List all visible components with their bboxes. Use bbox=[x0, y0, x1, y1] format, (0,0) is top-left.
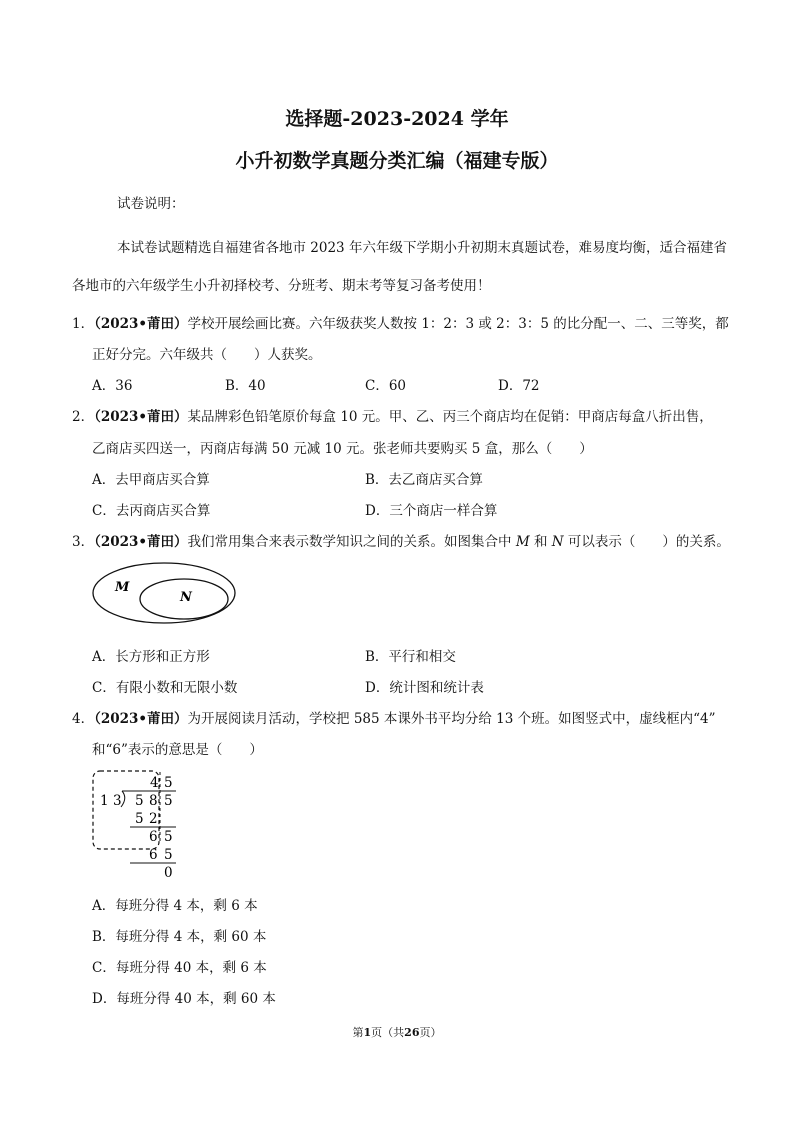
option-label: C． bbox=[92, 680, 116, 696]
option-text: 长方形和正方形 bbox=[115, 649, 210, 665]
option-d[interactable] bbox=[365, 676, 484, 696]
option-text: 三个商店一样合算 bbox=[389, 503, 498, 519]
variable-n: N bbox=[551, 534, 564, 550]
option-a[interactable] bbox=[92, 468, 210, 488]
option-c[interactable] bbox=[92, 676, 237, 696]
option-text: 36 bbox=[115, 378, 133, 394]
option-text: 每班分得 4 本，剩 60 本 bbox=[115, 929, 267, 945]
option-b[interactable] bbox=[92, 925, 266, 945]
page-total: 26 bbox=[404, 1026, 420, 1039]
question-source: （2023•莆田） bbox=[94, 534, 188, 550]
option-label: B． bbox=[225, 378, 249, 394]
option-text: 40 bbox=[248, 378, 266, 394]
title-line-1: 选择题-2023-2024 学年 bbox=[285, 108, 509, 130]
option-c[interactable] bbox=[92, 956, 267, 976]
option-a[interactable] bbox=[92, 894, 258, 914]
quotient-digit-tens: 4 bbox=[150, 775, 159, 791]
title-line-2: 小升初数学真题分类汇编（福建专版） bbox=[235, 150, 559, 172]
dividend-digit-hundreds: 5 bbox=[135, 793, 144, 809]
dividend-digit-tens: 8 bbox=[149, 793, 158, 809]
divisor-digit-2: 3 bbox=[113, 793, 122, 809]
option-label: A． bbox=[92, 472, 116, 488]
option-text: 去甲商店买合算 bbox=[115, 472, 210, 488]
option-label: C． bbox=[92, 503, 116, 519]
long-division-figure bbox=[88, 766, 188, 884]
question-4-line-1 bbox=[72, 707, 716, 727]
option-label: A． bbox=[92, 649, 116, 665]
option-b[interactable] bbox=[365, 468, 483, 488]
option-d[interactable] bbox=[92, 987, 276, 1007]
step1-digit-1: 5 bbox=[135, 811, 144, 827]
venn-diagram bbox=[88, 560, 248, 626]
question-stem: 学校开展绘画比赛。六年级获奖人数按 1：2：3 或 2：3：5 的比分配一、二、三等奖，都 bbox=[187, 316, 729, 332]
question-stem: 某品牌彩色铅笔原价每盒 10 元。甲、乙、丙三个商店均在促销：甲商店每盒八折出售， bbox=[187, 409, 713, 425]
question-number: 2． bbox=[72, 409, 95, 425]
intro-heading: 试卷说明： bbox=[117, 196, 185, 212]
question-source: （2023•莆田） bbox=[94, 316, 188, 332]
option-b[interactable] bbox=[225, 374, 266, 394]
question-number: 4． bbox=[72, 711, 95, 727]
question-2-line-1 bbox=[72, 405, 713, 425]
quotient-digit-ones: 5 bbox=[164, 775, 173, 791]
variable-m: M bbox=[515, 534, 530, 550]
option-label: D． bbox=[365, 503, 390, 519]
intro-text-line-2: 各地市的六年级学生小升初择校考、分班考、期末考等复习备考使用！ bbox=[72, 278, 491, 294]
question-3-line-1 bbox=[72, 530, 730, 550]
step2-digit-1: 6 bbox=[149, 829, 158, 845]
option-c[interactable] bbox=[92, 499, 210, 519]
question-1-line-2: 正好分完。六年级共（ ）人获奖。 bbox=[92, 347, 322, 363]
option-text: 72 bbox=[522, 378, 540, 394]
footer-middle: 页（共 bbox=[371, 1026, 405, 1039]
option-text: 每班分得 40 本，剩 60 本 bbox=[116, 991, 276, 1007]
option-label: C． bbox=[92, 960, 116, 976]
question-source: （2023•莆田） bbox=[94, 711, 188, 727]
page-footer bbox=[0, 1024, 794, 1040]
question-stem: 我们常用集合来表示数学知识之间的关系。如图集合中 bbox=[187, 534, 516, 550]
option-label: A． bbox=[92, 898, 116, 914]
option-label: D． bbox=[365, 680, 390, 696]
option-text: 去乙商店买合算 bbox=[388, 472, 483, 488]
option-label: B． bbox=[92, 929, 116, 945]
option-text: 60 bbox=[388, 378, 407, 394]
option-label: C． bbox=[365, 378, 389, 394]
option-text: 有限小数和无限小数 bbox=[115, 680, 238, 696]
option-label: A． bbox=[92, 378, 116, 394]
option-text: 平行和相交 bbox=[388, 649, 456, 665]
step3-digit-1: 6 bbox=[149, 847, 158, 863]
question-source: （2023•莆田） bbox=[94, 409, 188, 425]
question-2-line-2: 乙商店买四送一，丙商店每满 50 元减 10 元。张老师共要购买 5 盒，那么（ ） bbox=[92, 441, 593, 457]
divisor-digit-1: 1 bbox=[100, 793, 109, 809]
question-stem: 可以表示（ ）的关系。 bbox=[563, 534, 730, 550]
option-d[interactable] bbox=[365, 499, 497, 519]
intro-text-line-1: 本试卷试题精选自福建省各地市 2023 年六年级下学期小升初期末真题试卷，难易度均衡，适合福建省 bbox=[117, 240, 727, 256]
option-text: 每班分得 4 本，剩 6 本 bbox=[115, 898, 258, 914]
option-label: D． bbox=[92, 991, 117, 1007]
final-remainder: 0 bbox=[164, 865, 173, 881]
option-b[interactable] bbox=[365, 645, 456, 665]
option-label: B． bbox=[365, 472, 389, 488]
step1-digit-2: 2 bbox=[149, 811, 158, 827]
question-stem: 为开展阅读月活动，学校把 585 本课外书平均分给 13 个班。如图竖式中，虚线框内“4” bbox=[187, 711, 716, 727]
step3-digit-2: 5 bbox=[164, 847, 173, 863]
footer-prefix: 第 bbox=[352, 1026, 364, 1039]
option-c[interactable] bbox=[365, 374, 406, 394]
dividend-digit-ones: 5 bbox=[164, 793, 173, 809]
venn-label-m: M bbox=[115, 580, 130, 595]
option-label: B． bbox=[365, 649, 389, 665]
footer-suffix: 页） bbox=[419, 1026, 442, 1039]
option-label: D． bbox=[498, 378, 523, 394]
venn-label-n: N bbox=[180, 590, 192, 605]
step2-digit-2: 5 bbox=[164, 829, 173, 845]
option-text: 每班分得 40 本，剩 6 本 bbox=[115, 960, 267, 976]
question-stem: 和 bbox=[529, 534, 552, 550]
option-a[interactable] bbox=[92, 374, 132, 394]
question-1-line-1 bbox=[72, 312, 729, 332]
option-d[interactable] bbox=[498, 374, 540, 394]
question-number: 3． bbox=[72, 534, 95, 550]
option-text: 去丙商店买合算 bbox=[115, 503, 211, 519]
question-4-line-2: 和“6”表示的意思是（ ） bbox=[92, 742, 263, 758]
option-text: 统计图和统计表 bbox=[389, 680, 484, 696]
question-number: 1． bbox=[72, 316, 95, 332]
option-a[interactable] bbox=[92, 645, 210, 665]
page-number: 1 bbox=[363, 1026, 372, 1039]
